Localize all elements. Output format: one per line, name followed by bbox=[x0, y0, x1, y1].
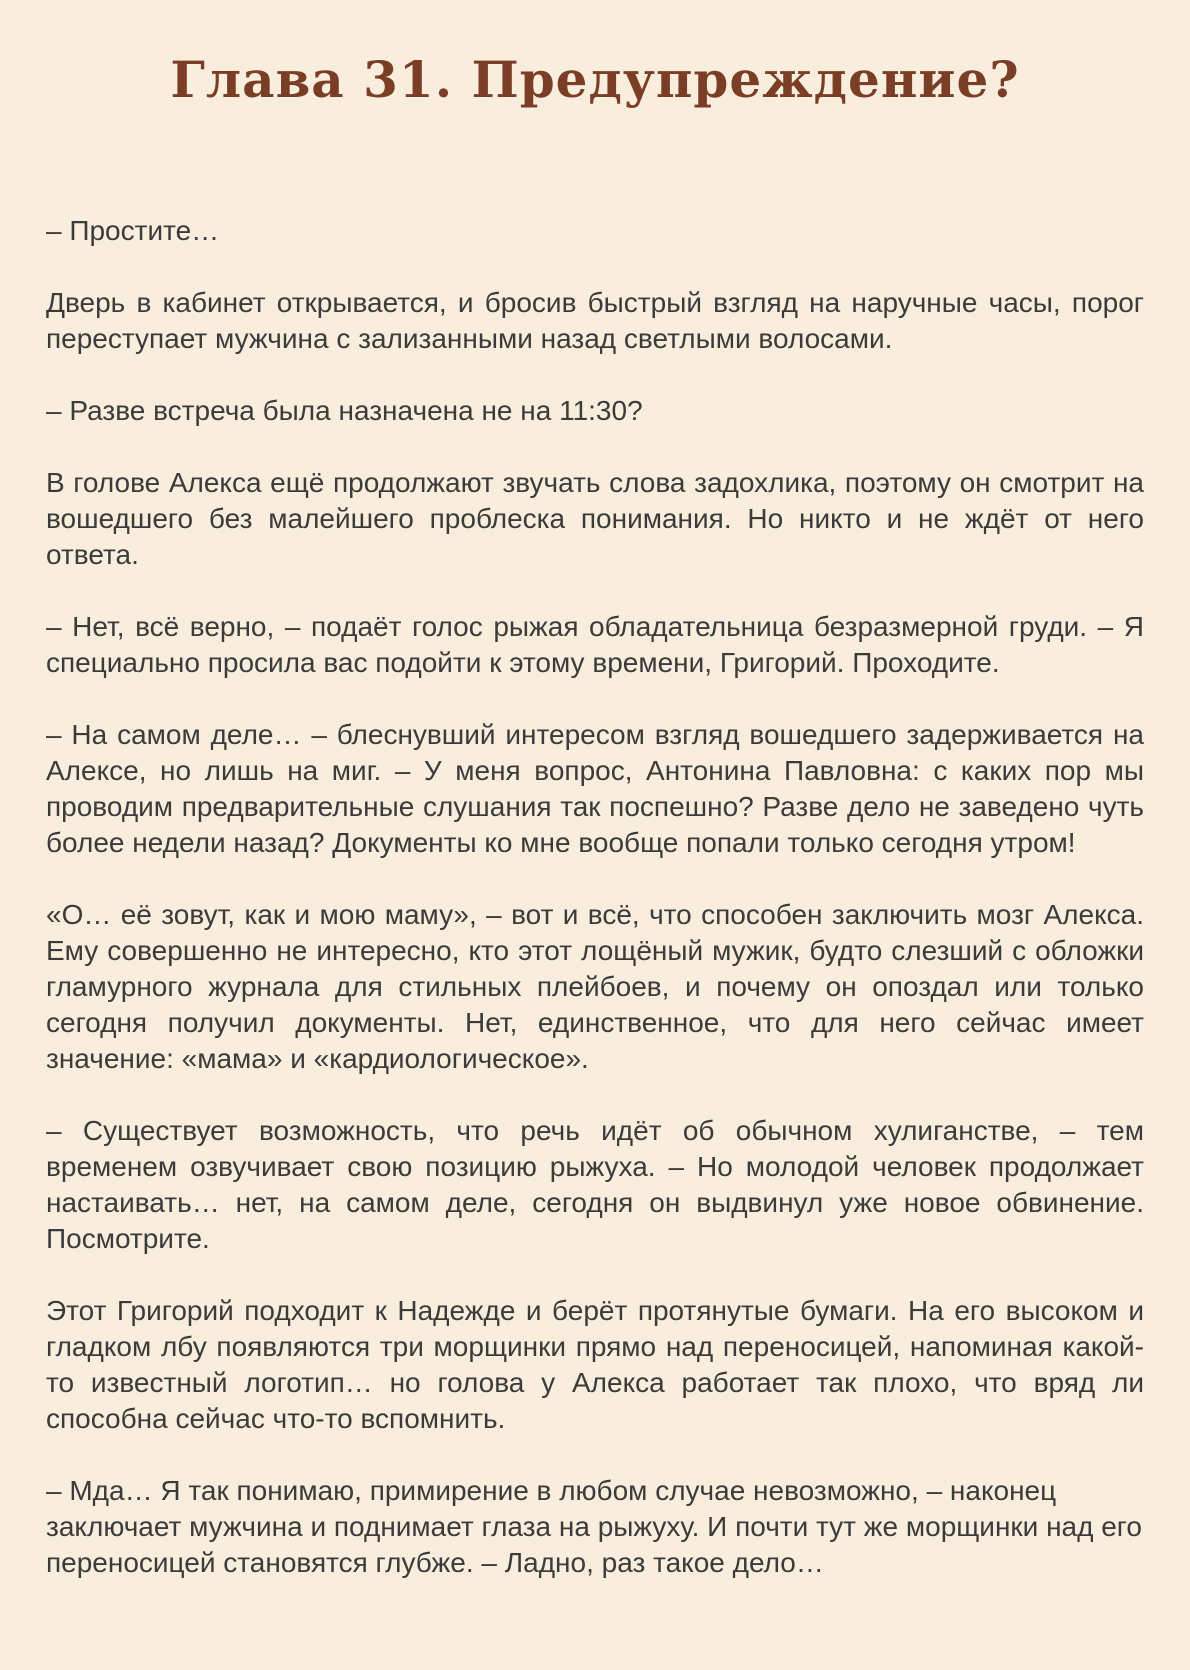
chapter-body bbox=[46, 213, 1144, 1617]
paragraph: «О… её зовут, как и мою маму», – вот и всё, что способен заключить мозг Алекса. Ему совершенно не интересно, кто этот лощёный мужик, будто слезший с обложки гламурного журнала для стильных плейбоев, и почему он опоздал или только сегодня получил документы. Нет, единственное, что для него сейчас имеет значение: «мама» и «кардиологическое». bbox=[46, 899, 1144, 1074]
paragraph: – На самом деле… – блеснувший интересом взгляд вошедшего задерживается на Алексе, но лишь на миг. – У меня вопрос, Антонина Павловна: с каких пор мы проводим предварительные слушания так поспешно? Разве дело не заведено чуть более недели назад? Документы ко мне вообще попали только сегодня утром! bbox=[46, 719, 1144, 858]
paragraph: – Мда… Я так понимаю, примирение в любом случае невозможно, – наконец заключает мужчина и поднимает глаза на рыжуху. И почти тут же морщинки над его переносицей становятся глубже. – Ладно, раз такое дело… bbox=[46, 1475, 1142, 1578]
paragraph: – Разве встреча была назначена не на 11:30? bbox=[46, 395, 643, 426]
paragraph: Этот Григорий подходит к Надежде и берёт протянутые бумаги. На его высоком и гладком лбу появляются три морщинки прямо над переносицей, напоминая какой-то известный логотип… но голова у Алекса работает так плохо, что вряд ли способна сейчас что-то вспомнить. bbox=[46, 1295, 1144, 1434]
chapter-title: Глава 31. Предупреждение? bbox=[170, 50, 1020, 109]
paragraph: Дверь в кабинет открывается, и бросив быстрый взгляд на наручные часы, порог переступает мужчина с зализанными назад светлыми волосами. bbox=[46, 287, 1144, 354]
paragraph: – Простите… bbox=[46, 215, 220, 246]
paragraph: – Нет, всё верно, – подаёт голос рыжая обладательница безразмерной груди. – Я специально просила вас подойти к этому времени, Григорий. Проходите. bbox=[46, 611, 1144, 678]
paragraph: – Существует возможность, что речь идёт об обычном хулиганстве, – тем временем озвучивает свою позицию рыжуха. – Но молодой человек продолжает настаивать… нет, на самом деле, сегодня он выдвинул уже новое обвинение. Посмотрите. bbox=[46, 1115, 1144, 1254]
paragraph: В голове Алекса ещё продолжают звучать слова задохлика, поэтому он смотрит на вошедшего без малейшего проблеска понимания. Но никто и не ждёт от него ответа. bbox=[46, 467, 1144, 570]
